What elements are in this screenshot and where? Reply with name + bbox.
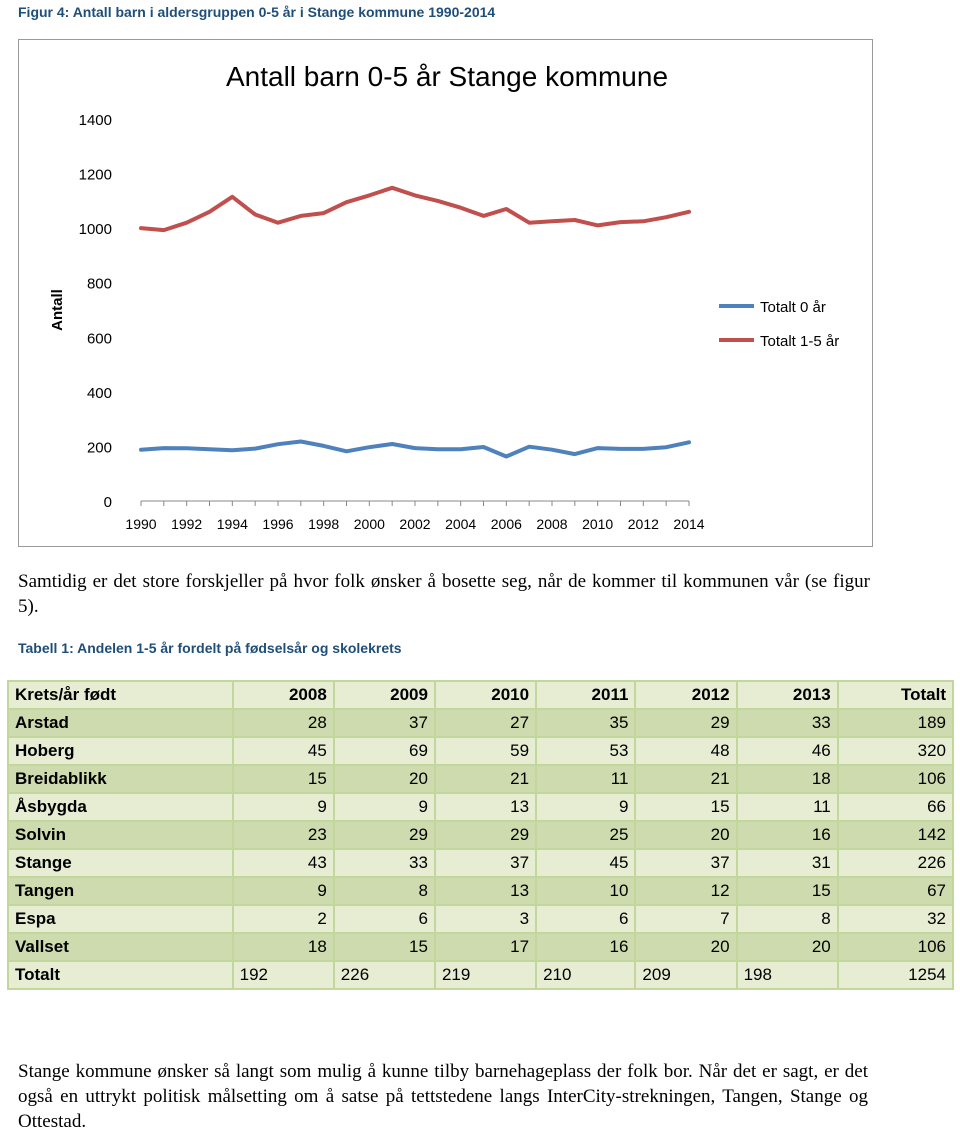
table-cell: 33 xyxy=(737,709,838,737)
table-cell: 35 xyxy=(536,709,635,737)
table-row xyxy=(8,933,953,961)
table-cell: 45 xyxy=(536,849,635,877)
table-cell: 106 xyxy=(838,933,953,961)
x-tick-label: 1998 xyxy=(308,516,340,532)
table-cell: 21 xyxy=(435,765,536,793)
x-tick-label: 2012 xyxy=(627,516,659,532)
table-cell: 29 xyxy=(334,821,435,849)
y-axis-label: Antall xyxy=(49,289,66,331)
table-header-cell: Krets/år født xyxy=(8,681,233,709)
table-header-cell: 2010 xyxy=(435,681,536,709)
table-cell: 3 xyxy=(435,905,536,933)
table-cell: 2 xyxy=(233,905,334,933)
chart-canvas xyxy=(19,40,874,548)
x-tick-label: 1994 xyxy=(216,516,248,532)
table-cell: 33 xyxy=(334,849,435,877)
table-cell: 7 xyxy=(635,905,736,933)
table-cell: 11 xyxy=(536,765,635,793)
table-total-row xyxy=(8,961,953,989)
table-cell: 320 xyxy=(838,737,953,765)
table-cell: 226 xyxy=(334,961,435,989)
table-row xyxy=(8,793,953,821)
series-line-totalt-1-5-ar xyxy=(141,188,689,230)
x-tick-label: 2010 xyxy=(582,516,614,532)
table-cell: 15 xyxy=(635,793,736,821)
table-cell: 12 xyxy=(635,877,736,905)
table-cell: 142 xyxy=(838,821,953,849)
row-label: Hoberg xyxy=(8,737,233,765)
y-tick-label: 200 xyxy=(86,439,112,457)
table-cell: 189 xyxy=(838,709,953,737)
table-cell: 27 xyxy=(435,709,536,737)
x-tick-label: 1990 xyxy=(125,516,157,532)
row-label: Stange xyxy=(8,849,233,877)
table-cell: 53 xyxy=(536,737,635,765)
table-cell: 210 xyxy=(536,961,635,989)
table-cell: 46 xyxy=(737,737,838,765)
table-header-cell: 2011 xyxy=(536,681,635,709)
table-cell: 9 xyxy=(233,877,334,905)
table-cell: 25 xyxy=(536,821,635,849)
table-cell: 29 xyxy=(635,709,736,737)
series-line-totalt-0-ar xyxy=(141,442,689,457)
table-cell: 43 xyxy=(233,849,334,877)
table-caption: Tabell 1: Andelen 1-5 år fordelt på fødselsår og skolekrets xyxy=(18,640,402,656)
table-cell: 15 xyxy=(334,933,435,961)
table-cell: 67 xyxy=(838,877,953,905)
table-cell: 15 xyxy=(737,877,838,905)
table-header-cell: 2012 xyxy=(635,681,736,709)
school-district-table xyxy=(7,680,954,990)
table-cell: 16 xyxy=(737,821,838,849)
table-cell: 18 xyxy=(737,765,838,793)
row-label: Breidablikk xyxy=(8,765,233,793)
table-cell: 13 xyxy=(435,793,536,821)
row-label: Solvin xyxy=(8,821,233,849)
row-label: Espa xyxy=(8,905,233,933)
table-cell: 20 xyxy=(334,765,435,793)
table-cell: 106 xyxy=(838,765,953,793)
row-label: Åsbygda xyxy=(8,793,233,821)
table-row xyxy=(8,821,953,849)
table-header-cell: 2008 xyxy=(233,681,334,709)
table-cell: 209 xyxy=(635,961,736,989)
line-chart xyxy=(18,39,873,547)
table-cell: 66 xyxy=(838,793,953,821)
table-cell: 6 xyxy=(334,905,435,933)
figure-caption: Figur 4: Antall barn i aldersgruppen 0-5 år i Stange kommune 1990-2014 xyxy=(18,4,496,20)
table-cell: 9 xyxy=(233,793,334,821)
row-label: Totalt xyxy=(8,961,233,989)
table-cell: 192 xyxy=(233,961,334,989)
table-cell: 219 xyxy=(435,961,536,989)
x-tick-label: 2008 xyxy=(536,516,568,532)
table-cell: 32 xyxy=(838,905,953,933)
y-tick-label: 1000 xyxy=(78,221,112,239)
x-tick-label: 2000 xyxy=(353,516,385,532)
table-cell: 28 xyxy=(233,709,334,737)
row-label: Arstad xyxy=(8,709,233,737)
table-cell: 226 xyxy=(838,849,953,877)
table-header-cell: 2009 xyxy=(334,681,435,709)
paragraph-conclusion: Stange kommune ønsker så langt som mulig å kunne tilby barnehageplass der folk bor. Når det er sagt, er det også en uttrykt politisk målsetting om å satse på tettstedene langs InterCity-strekningen, Tangen, Stange og Ottestad. xyxy=(18,1061,868,1132)
row-label: Vallset xyxy=(8,933,233,961)
y-tick-label: 600 xyxy=(86,330,112,348)
y-tick-label: 400 xyxy=(86,384,112,402)
table-cell: 16 xyxy=(536,933,635,961)
x-tick-label: 2006 xyxy=(490,516,522,532)
table-row xyxy=(8,737,953,765)
table-cell: 59 xyxy=(435,737,536,765)
table-cell: 23 xyxy=(233,821,334,849)
x-tick-label: 1996 xyxy=(262,516,294,532)
table-row xyxy=(8,709,953,737)
table-cell: 37 xyxy=(635,849,736,877)
legend-label: Totalt 1-5 år xyxy=(760,333,840,350)
table-cell: 37 xyxy=(334,709,435,737)
table-cell: 31 xyxy=(737,849,838,877)
y-tick-label: 0 xyxy=(103,494,112,511)
table-cell: 45 xyxy=(233,737,334,765)
x-tick-label: 2014 xyxy=(673,516,705,532)
table-header-cell: Totalt xyxy=(838,681,953,709)
table-row xyxy=(8,765,953,793)
table-cell: 20 xyxy=(635,821,736,849)
table-header-cell: 2013 xyxy=(737,681,838,709)
table-row xyxy=(8,849,953,877)
table-cell: 21 xyxy=(635,765,736,793)
table-cell: 20 xyxy=(737,933,838,961)
table-cell: 29 xyxy=(435,821,536,849)
x-tick-label: 1992 xyxy=(171,516,203,532)
table-cell: 1254 xyxy=(838,961,953,989)
table-cell: 9 xyxy=(334,793,435,821)
table-cell: 10 xyxy=(536,877,635,905)
table-cell: 6 xyxy=(536,905,635,933)
chart-title: Antall barn 0-5 år Stange kommune xyxy=(225,61,669,92)
table-cell: 13 xyxy=(435,877,536,905)
table-cell: 8 xyxy=(737,905,838,933)
table-cell: 17 xyxy=(435,933,536,961)
table-cell: 11 xyxy=(737,793,838,821)
paragraph-intro: Samtidig er det store forskjeller på hvor folk ønsker å bosette seg, når de kommer til kommunen vår (se figur 5). xyxy=(18,571,870,617)
y-tick-label: 1200 xyxy=(78,166,112,184)
legend-label: Totalt 0 år xyxy=(760,299,826,316)
y-tick-label: 1400 xyxy=(78,112,112,129)
table-cell: 69 xyxy=(334,737,435,765)
table-cell: 18 xyxy=(233,933,334,961)
table-header-row xyxy=(8,681,953,709)
table-cell: 9 xyxy=(536,793,635,821)
table-cell: 8 xyxy=(334,877,435,905)
table-cell: 48 xyxy=(635,737,736,765)
table-row xyxy=(8,877,953,905)
x-tick-label: 2004 xyxy=(445,516,477,532)
table-row xyxy=(8,905,953,933)
x-tick-label: 2002 xyxy=(399,516,431,532)
y-tick-label: 800 xyxy=(86,275,112,293)
table-cell: 20 xyxy=(635,933,736,961)
row-label: Tangen xyxy=(8,877,233,905)
table-cell: 198 xyxy=(737,961,838,989)
table-cell: 15 xyxy=(233,765,334,793)
table-cell: 37 xyxy=(435,849,536,877)
